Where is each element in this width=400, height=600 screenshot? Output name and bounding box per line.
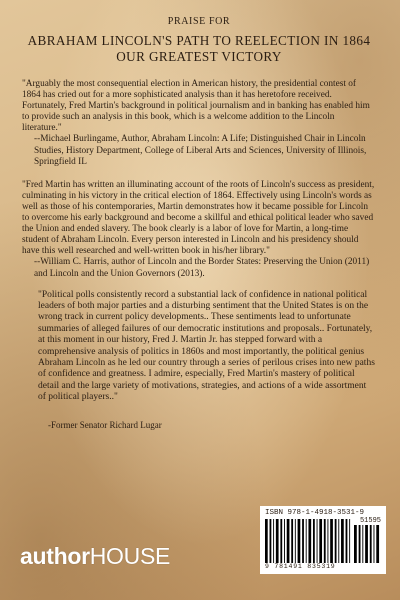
quote-text: "Arguably the most consequential election in American history, the presidential contest of 1864 has cried out for a more sophisticated analysis than it has heretofore received. Fortunately, Fred Martin's background in political journalism and in banking has enabled him to provide such an analysis in this book, which is a welcome addition to the Lincoln literature." — [22, 79, 370, 134]
barcode-bar — [313, 519, 315, 563]
barcode-bar — [284, 519, 285, 563]
book-title-line1: ABRAHAM LINCOLN'S PATH TO REELECTION IN 1864 — [27, 33, 371, 48]
quote-text: "Fred Martin has written an illuminating account of the roots of Lincoln's success as president, culminating in his victory in the critical election of 1864. Effectively using Lincoln's words as well as those of his contemporaries, Martin demonstrates how it became possible for Lincoln to overcome his early background and become a skillful and ethical political leader who saved the Union and ended slavery. The book clearly is a labor of love for Martin, a long-time student of Abraham Lincoln. Every person interested in Lincoln and his presidency should have this well researched and well-written book in his/her library." — [22, 179, 375, 257]
ean-number: 9 781491 835319 — [265, 563, 336, 570]
barcode-bar — [317, 519, 318, 563]
publisher-logo — [20, 543, 170, 570]
barcode-bar — [308, 519, 311, 563]
barcode-bar — [335, 519, 337, 563]
barcode-bar — [273, 519, 274, 563]
publisher-logo-part1: author — [20, 543, 90, 569]
barcode-bar — [295, 519, 296, 563]
barcode-bar — [287, 519, 290, 563]
barcode-addon-bars — [354, 525, 380, 563]
quote-attribution: -Former Senator Richard Lugar — [48, 419, 162, 430]
barcode-bar — [324, 519, 326, 563]
barcode-addon-number: 51595 — [359, 517, 381, 525]
barcode-bar — [370, 525, 372, 563]
barcode-bar — [349, 519, 350, 563]
barcode-bar — [359, 525, 361, 563]
barcode-bar — [270, 519, 272, 563]
barcode-bars — [265, 519, 381, 563]
barcode-bar — [330, 519, 333, 563]
barcode-main-bars — [265, 519, 351, 563]
quote-burlingame — [22, 79, 376, 168]
barcode-bar — [362, 525, 363, 563]
quote-attribution: --Michael Burlingame, Author, Abraham Lincoln: A Life; Distinguished Chair in Lincoln Studies, History Department, College of Liberal Arts and Sciences, University of Illinois, Springfield IL — [34, 134, 367, 167]
praise-kicker: PRAISE FOR — [167, 16, 231, 27]
barcode-bar — [327, 519, 328, 563]
isbn-barcode — [260, 506, 386, 574]
quote-text: "Political polls consistently record a substantial lack of confidence in national political leaders of both major parties and a disturbing sentiment that the United States is on the wrong track in current policy developments.. These sentiments lead to unfortunate summaries of alleged failures of our democratic institutions and proposals.. Fortunately, at this moment in our history, Fred J. Martin Jr. has stepped forward with a comprehensive analysis of politics in 1860s and most importantly, the political genius Abraham Lincoln as he led our country through a series of perilous crises into new paths of confidence and greatness. I admire, especially, Fred Martin's mastery of political detail and the large variety of motivations, strategies, and actions of a wide assortment of political players.." — [38, 289, 375, 403]
barcode-bar — [338, 519, 339, 563]
barcode-bar — [365, 525, 368, 563]
isbn-number: ISBN 978-1-4918-3531-9 — [265, 509, 365, 517]
publisher-logo-part2: HOUSE — [89, 543, 171, 569]
barcode-bar — [354, 525, 357, 563]
book-title — [22, 33, 376, 65]
barcode-bar — [376, 525, 379, 563]
barcode-bar — [265, 519, 268, 563]
barcode-bar — [374, 525, 375, 563]
barcode-bar — [306, 519, 307, 563]
barcode-bar — [280, 519, 282, 563]
barcode-bar — [346, 519, 348, 563]
barcode-bar — [302, 519, 304, 563]
barcode-bar — [291, 519, 293, 563]
quote-lugar — [38, 290, 376, 431]
quote-harris — [22, 180, 376, 280]
barcode-bar — [276, 519, 279, 563]
book-title-line2: OUR GREATEST VICTORY — [116, 49, 282, 64]
barcode-bar — [341, 519, 344, 563]
barcode-bar — [298, 519, 301, 563]
barcode-bar — [319, 519, 322, 563]
quote-attribution: --William C. Harris, author of Lincoln and the Border States: Preserving the Union (2011) and Lincoln and the Union Governors (2013). — [34, 257, 370, 279]
